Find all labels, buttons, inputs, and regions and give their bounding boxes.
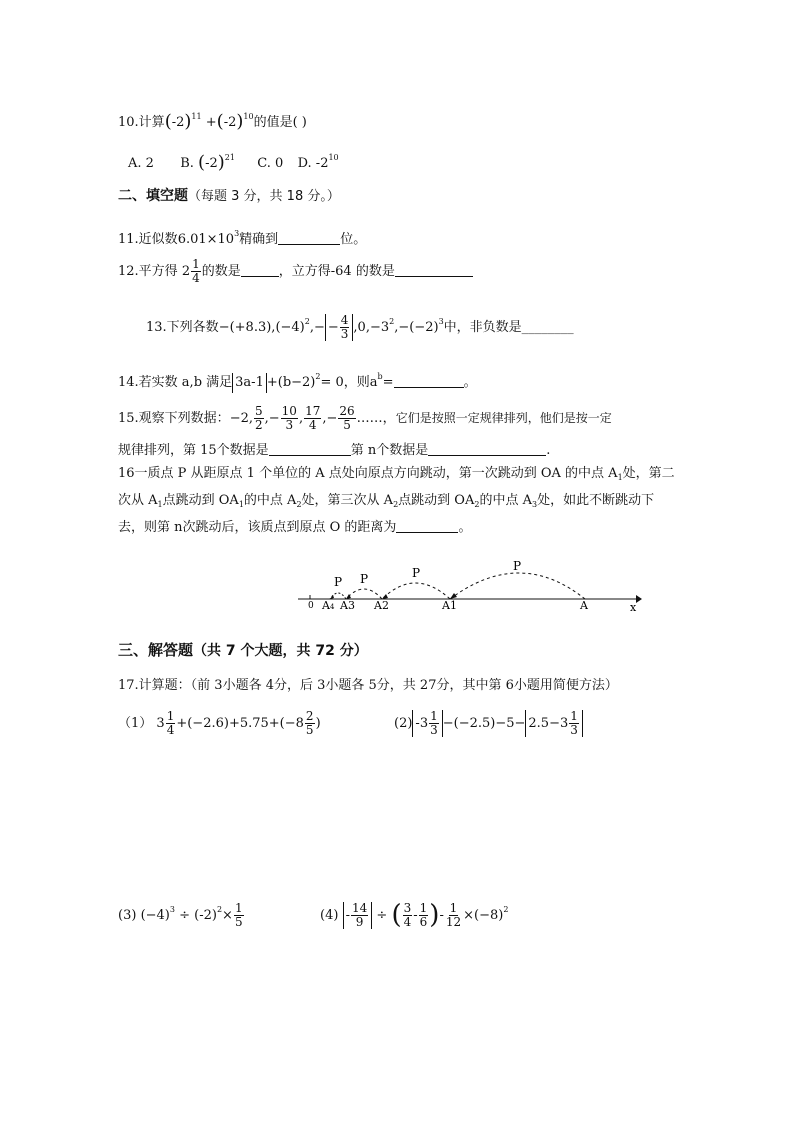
q11-prefix: 11.近似数	[118, 232, 178, 247]
q17-p4-label: (4)	[320, 908, 339, 923]
label-a: A	[580, 599, 588, 612]
q16-text-f: 点跳动到 OA	[398, 493, 475, 508]
q13-term-4-exp: 2	[389, 317, 395, 326]
q16-text-g: 的中点 A	[479, 493, 532, 508]
q12-fraction: $\frac{1}{4}$	[192, 257, 200, 285]
q17-p1-mid: +(−2.6)+5.75+(−8	[176, 716, 304, 731]
q15-term-1: −2,	[229, 411, 253, 426]
q17-p4-minus-2: -	[439, 908, 444, 923]
q14-abs: 3a-1	[232, 373, 267, 393]
jump-arc-1	[450, 573, 585, 599]
q10-operator: +	[205, 115, 217, 130]
q15-prefix: 15.观察下列数据：	[118, 411, 230, 426]
q11-suffix: 精确到	[239, 232, 279, 247]
q17-p3-div: ÷ (-2)	[179, 908, 217, 923]
jump-arc-2	[382, 583, 450, 599]
q14-square-base: (b−2)	[277, 375, 316, 390]
q17-p4-fraction-2: $\frac{1}{6}$	[419, 901, 428, 929]
label-p-4: P	[334, 575, 343, 589]
q17-p4-times: ×(−8)	[463, 908, 504, 923]
q17-p1-whole-1: 3	[156, 716, 165, 731]
q16-text-b: 处，第二次从 A	[118, 466, 675, 508]
q17-p4-fraction-1: $\frac{3}{4}$	[403, 901, 412, 929]
q17-part-2	[394, 710, 583, 737]
q11-exp: 3	[234, 229, 240, 238]
q17-part-4: (4) - $\frac{14}{9}$ ÷ ( $\frac{3}{4}$ - $\frac{1}{6}$ )- $\frac{1}{12}$ $\times(-8)^2$	[320, 900, 509, 930]
q13-prefix: 13.下列各数	[146, 320, 219, 335]
question-10: 10.计算$(-2)^{11} +(-2)^{10}$的值是( )	[118, 111, 307, 132]
q12-whole: 2	[181, 264, 191, 279]
label-p-2: P	[412, 566, 421, 580]
option-c: C. 0	[257, 156, 284, 171]
q13-term-3-sign: ,−	[309, 320, 325, 335]
q17-p4-div: ÷	[376, 908, 388, 923]
q15-line2-b: 第 n个数据是	[350, 443, 429, 458]
section-2-heading	[118, 186, 340, 207]
q14-a: a	[369, 375, 378, 390]
q17-p1-fraction-2: $\frac{2}{5}$	[305, 709, 314, 737]
answer-blank[interactable]	[395, 262, 473, 277]
question-13	[146, 312, 574, 341]
q15-dots: ……，	[356, 411, 396, 426]
q16-sub-2: 2	[296, 500, 302, 509]
q17-intro: 17.计算题：（前 3小题各 4分，后 3小题各 5分，共 27分，其中第 6小题用简便方法）	[118, 678, 618, 693]
label-a3: A3	[340, 599, 355, 612]
q12-mid: 的数是	[201, 264, 241, 279]
q15-fraction-4: $\frac{26}{5}$	[339, 404, 355, 432]
q13-term-1: −(+8.3),	[218, 320, 276, 335]
section-3-title: 三、解答题	[118, 641, 194, 659]
answer-blank[interactable]	[278, 230, 340, 245]
q17-p1-end: )	[315, 716, 321, 731]
q16-text-e: 处，第三次从 A	[301, 493, 394, 508]
q13-term-2-exp: 2	[304, 317, 310, 326]
q17-p3-fraction: $\frac{1}{5}$	[234, 901, 243, 929]
question-15	[118, 405, 612, 432]
q10-options: A. 2 B. $(-2)^{21}$ C. 0 D. $-2^{10}$	[128, 152, 339, 173]
option-d-label: D.	[297, 156, 312, 171]
section-3-note: （共 7 个大题，共 72 分）	[193, 643, 368, 659]
option-d-base: -2	[315, 156, 329, 171]
q17-p4-fraction-3: $\frac{1}{12}$	[445, 901, 462, 929]
q14-end: 。	[463, 375, 477, 390]
q17-p4-minus: -	[413, 908, 418, 923]
answer-blank[interactable]	[428, 441, 546, 456]
q16-text-h: 处，如此不断跳动下去，则第 n次跳动后，该质点到原点 O 的距离为	[118, 493, 655, 535]
question-17-intro	[118, 676, 618, 696]
section-2-title: 二、填空题	[118, 188, 188, 204]
q17-p3-base: (−4)	[140, 908, 170, 923]
q16-sub-2c: 2	[474, 500, 480, 509]
q13-suffix: 中，非负数是________	[443, 320, 574, 335]
question-14	[118, 367, 477, 393]
q10-base-2: -2	[223, 115, 237, 130]
q13-term-5-exp: 3	[438, 317, 444, 326]
q10-base-1: -2	[171, 115, 185, 130]
option-b-label: B.	[180, 156, 194, 171]
q11-number: 6.01×10	[177, 232, 235, 247]
option-d-exp: 10	[328, 153, 339, 162]
label-x: x	[630, 601, 637, 614]
section-3-heading	[118, 640, 368, 661]
q14-square-exp: 2	[315, 372, 321, 381]
q16-sub-3: 3	[531, 500, 538, 509]
q10-prefix: 10.计算	[118, 115, 165, 130]
q17-p3-exp-2: 2	[216, 905, 223, 914]
answer-blank[interactable]	[241, 262, 279, 277]
q16-sub-1: 1	[617, 473, 623, 482]
q17-p1-fraction-1: $\frac{1}{4}$	[166, 709, 175, 737]
answer-blank[interactable]	[269, 441, 351, 456]
q17-p4-abs: - $\frac{14}{9}$	[343, 902, 373, 929]
question-15-line-2	[118, 441, 550, 461]
q11-end: 位。	[340, 232, 367, 247]
axis-arrow-icon	[636, 595, 642, 603]
jump-arrow-icon	[330, 595, 334, 599]
q16-sub-1c: 1	[238, 500, 244, 509]
answer-blank[interactable]	[394, 373, 464, 388]
q12-prefix: 12.平方得	[118, 264, 178, 279]
q13-term-4: ,0,−3	[353, 320, 390, 335]
label-a4: A4	[322, 599, 335, 612]
q17-part-1	[118, 710, 321, 737]
q17-p1-label: （1）	[118, 716, 153, 731]
q16-text-a: 16一质点 P 从距原点 1 个单位的 A 点处向原点方向跳动，第一次跳动到 OA 的中点 A	[118, 466, 618, 481]
option-b-base: -2	[205, 156, 218, 171]
q13-abs: − $\frac{4}{3}$	[325, 314, 354, 341]
q15-fraction-2: $\frac{10}{3}$	[281, 404, 297, 432]
q17-p3-times: ×	[222, 908, 233, 923]
number-line-figure	[290, 555, 650, 617]
q13-term-2: (−4)	[275, 320, 305, 335]
q14-plus: +	[266, 375, 278, 390]
q14-equals: = 0，则	[320, 375, 370, 390]
q15-line2-c: .	[546, 443, 551, 458]
q14-tail: =	[382, 375, 394, 390]
q12-mid2: ，立方得-64 的数是	[278, 264, 395, 279]
q10-exp-2: 10	[243, 112, 254, 121]
label-p-1: P	[513, 559, 522, 573]
jump-arc-3	[346, 589, 382, 599]
question-11	[118, 224, 366, 250]
option-b-exp: 21	[224, 153, 235, 162]
label-a1: A1	[442, 599, 457, 612]
q16-text-c: 点跳动到 OA	[162, 493, 239, 508]
q15-sep-3: ,	[298, 411, 304, 426]
q17-p2-abs-1: -3 $\frac{1}{3}$	[412, 710, 442, 737]
q15-fraction-3: $\frac{17}{4}$	[305, 404, 321, 432]
q17-p4-exp: 2	[503, 905, 509, 914]
q16-text-d: 的中点 A	[243, 493, 297, 508]
label-p-3: P	[360, 572, 369, 586]
question-16	[118, 462, 680, 539]
q15-line2-a: 规律排列，第 15个数据是	[118, 443, 269, 458]
q17-p2-mid: −(−2.5)−5−	[442, 716, 526, 731]
q17-part-3	[118, 900, 245, 929]
q14-prefix: 14.若实数 a,b 满足	[118, 375, 233, 390]
q16-sub-2b: 2	[393, 500, 399, 509]
q16-sub-1b: 1	[157, 500, 163, 509]
label-a2: A2	[374, 599, 389, 612]
q15-sign-2: ,−	[264, 411, 280, 426]
q16-text-i: 。	[458, 520, 472, 535]
q17-p2-label: (2)	[394, 716, 413, 731]
option-a: A. 2	[128, 156, 154, 171]
answer-blank[interactable]	[396, 518, 458, 533]
q15-text: 它们是按照一定规律排列，他们是按一定	[395, 411, 612, 425]
label-origin: 0	[308, 601, 314, 611]
q14-b-exp: b	[377, 372, 383, 381]
q15-sign-4: ,−	[322, 411, 338, 426]
section-2-note: （每题 3 分，共 18 分。）	[188, 189, 340, 204]
question-12	[118, 258, 473, 285]
q10-suffix: 的值是( )	[253, 115, 307, 130]
q17-p3-exp-1: 3	[169, 905, 175, 914]
q13-term-5: ,−(−2)	[394, 320, 439, 335]
q17-p2-abs-2: 2.5−3 $\frac{1}{3}$	[525, 710, 582, 737]
q15-fraction-1: $\frac{5}{2}$	[254, 404, 263, 432]
q17-p3-label: (3)	[118, 908, 137, 923]
q10-exp-1: 11	[191, 112, 202, 121]
